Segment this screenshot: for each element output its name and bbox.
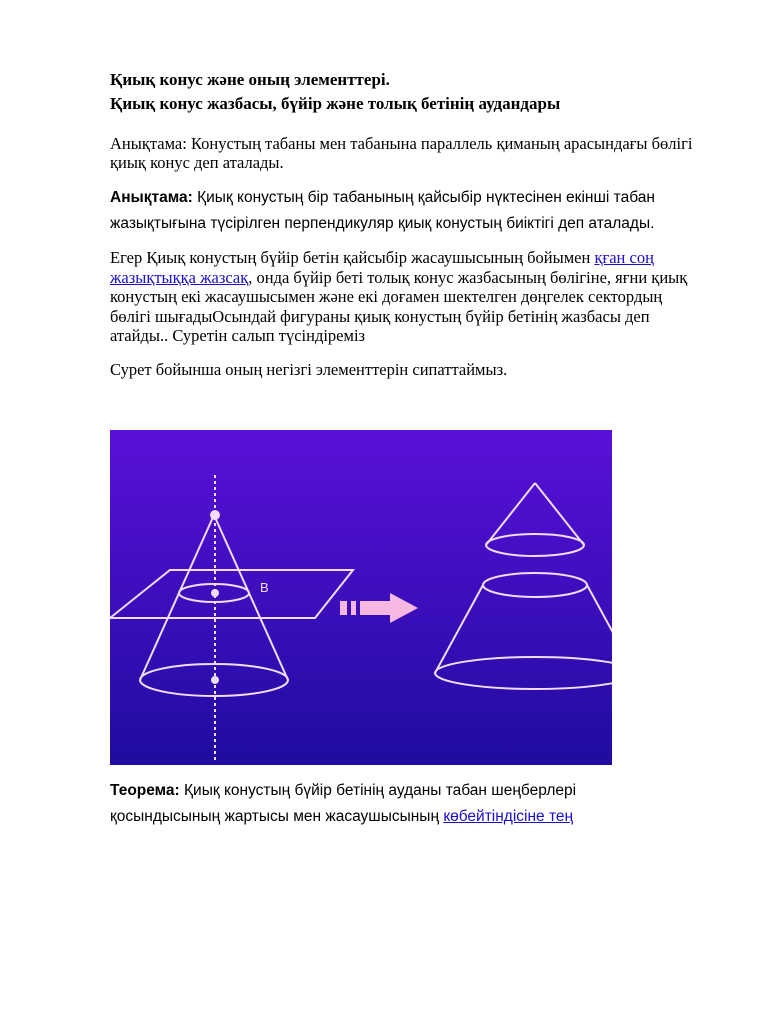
heading-line-1: Қиық конус және оның элементтері.: [110, 70, 390, 89]
cone-illustration: [110, 430, 612, 765]
base-center-point: [211, 676, 219, 684]
definition-1-text: Анықтама: Конустың табаны мен табанына параллель қиманың арасындағы бөлігі қиық конус деп аталады.: [110, 134, 693, 172]
paragraph-3: [110, 248, 700, 346]
heading-line-2: Қиық конус жазбасы, бүйір және толық бетінің аудандары: [110, 94, 561, 113]
definition-2: [110, 185, 700, 237]
truncated-cone-figure: [110, 430, 612, 765]
definition-2-text: Қиық конустың бір табанының қайсыбір нүктесінен екінші табан жазықтығына түсірілген перпендикуляр қиық конустың биіктігі деп аталады.: [110, 189, 655, 232]
page-heading: [110, 68, 700, 116]
paragraph-3-link[interactable]: қған соң жазықтыққа жазсақ: [110, 248, 654, 287]
paragraph-4-text: Сурет бойынша оның негізгі элементтерін сипаттаймыз.: [110, 360, 508, 379]
paragraph-4: [110, 360, 700, 379]
paragraph-3-before-link: Егер Қиық конустың бүйір бетін қайсыбір жасаушысының бойымен: [110, 248, 595, 267]
paragraph-3-after-link: , онда бүйір беті толық конус жазбасының бөлігіне, яғни қиық конустың екі жасаушысымен және екі доғамен шектелген дөңгелек сектордың бөлігі шығадыОсындай фигураны қиық конустың бүйір бетінің жазбасы деп атайды.. Суретін салып түсіндіреміз: [110, 267, 688, 346]
theorem-label: Теорема:: [110, 782, 180, 799]
theorem-link[interactable]: көбейтіндісіне тең: [443, 808, 574, 825]
plane-label: B: [260, 580, 269, 595]
theorem: [110, 778, 670, 830]
section-center-point: [211, 589, 219, 597]
definition-2-label: Анықтама:: [110, 189, 193, 206]
theorem-text: Қиық конустың бүйір бетінің ауданы табан шеңберлері қосындысының жартысы мен жасаушысының: [110, 782, 577, 825]
cone-apex-point: [210, 510, 220, 520]
definition-1: [110, 134, 700, 172]
